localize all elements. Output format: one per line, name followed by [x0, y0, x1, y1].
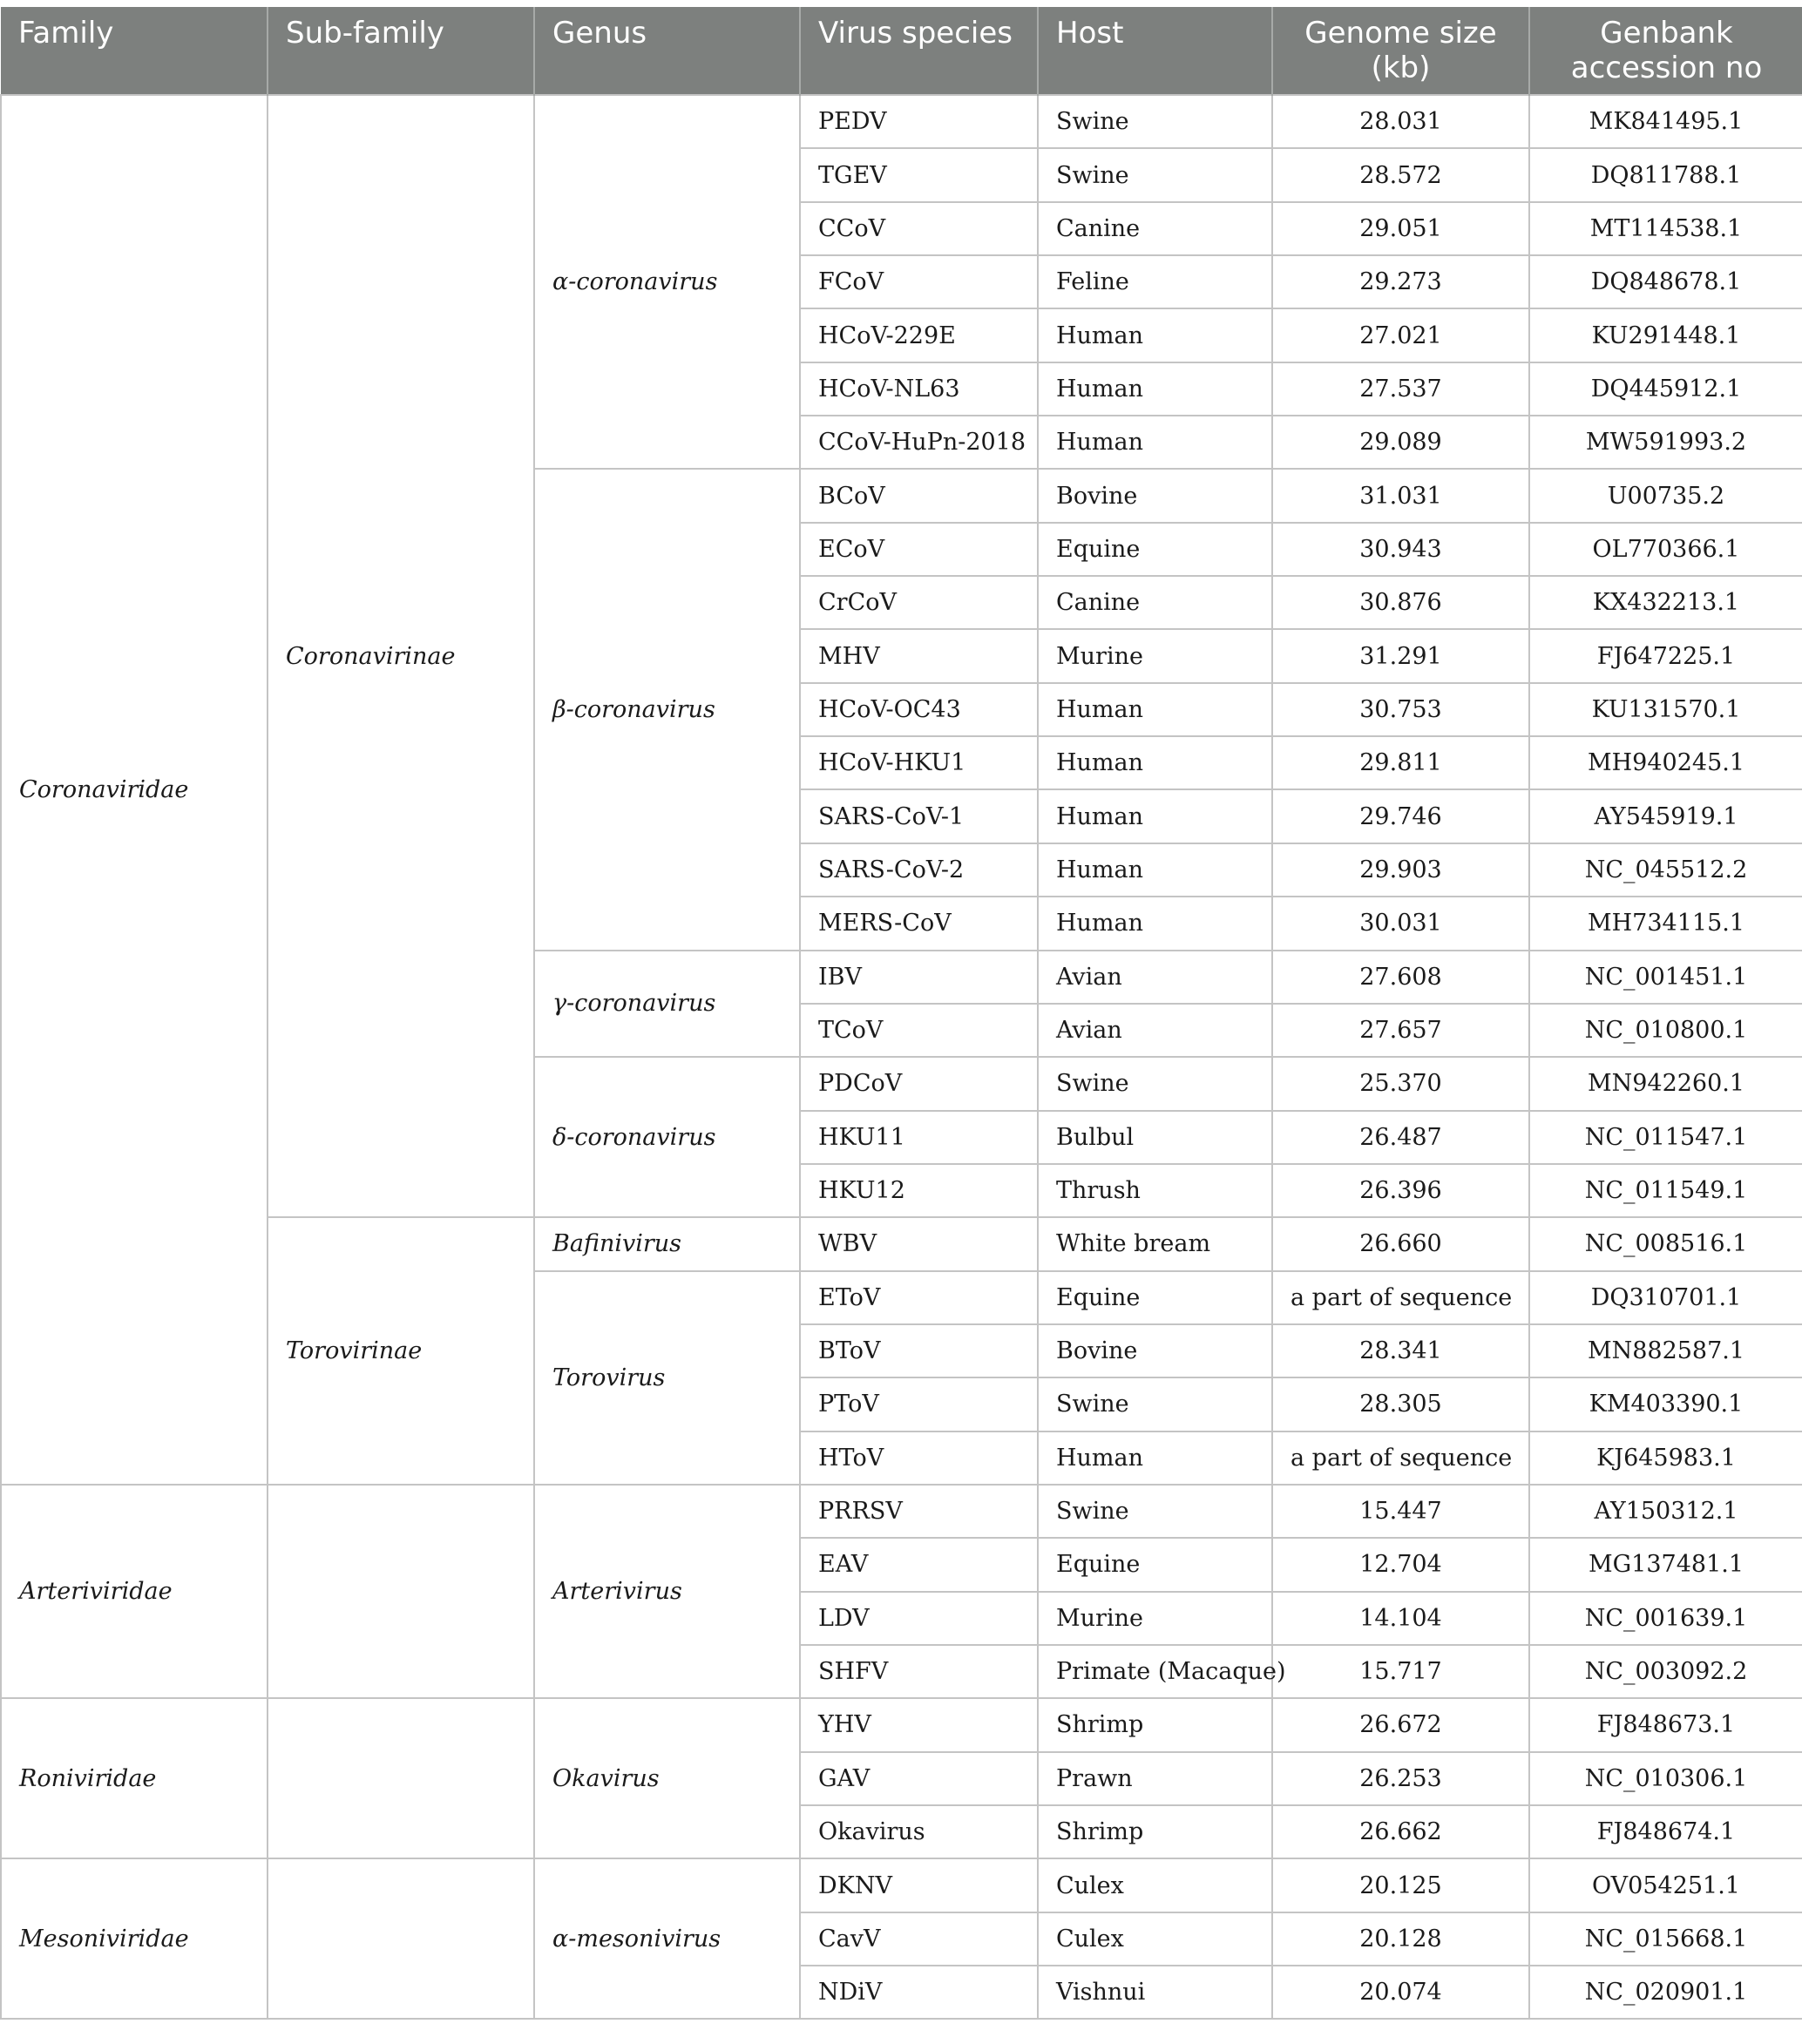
genome-size-cell: 26.662 [1272, 1805, 1529, 1858]
family-cell: Roniviridae [1, 1698, 268, 1858]
accession-cell: FJ848674.1 [1529, 1805, 1802, 1858]
species-cell: HCoV-229E [800, 308, 1038, 362]
genome-size-cell: 30.943 [1272, 523, 1529, 576]
species-cell: ECoV [800, 523, 1038, 576]
host-cell: Human [1038, 1431, 1272, 1485]
species-cell: CCoV [800, 202, 1038, 255]
host-cell: Shrimp [1038, 1698, 1272, 1751]
host-cell: Human [1038, 683, 1272, 736]
header-genus: Genus [534, 7, 800, 95]
host-cell: Culex [1038, 1912, 1272, 1966]
genus-cell: Okavirus [534, 1698, 800, 1858]
accession-cell: NC_001451.1 [1529, 951, 1802, 1004]
host-cell: Equine [1038, 523, 1272, 576]
species-cell: YHV [800, 1698, 1038, 1751]
genome-size-cell: 12.704 [1272, 1538, 1529, 1591]
accession-cell: OL770366.1 [1529, 523, 1802, 576]
host-cell: Murine [1038, 1592, 1272, 1645]
genus-cell: Arterivirus [534, 1485, 800, 1698]
genome-size-cell: 27.021 [1272, 308, 1529, 362]
accession-cell: NC_010306.1 [1529, 1752, 1802, 1805]
species-cell: PToV [800, 1377, 1038, 1431]
genus-cell: Bafinivirus [534, 1217, 800, 1270]
accession-cell: NC_003092.2 [1529, 1645, 1802, 1698]
genus-cell: β-coronavirus [534, 469, 800, 950]
genome-size-cell: 28.031 [1272, 95, 1529, 148]
species-cell: FCoV [800, 255, 1038, 308]
species-cell: CCoV-HuPn-2018 [800, 416, 1038, 469]
host-cell: Swine [1038, 1485, 1272, 1538]
host-cell: Feline [1038, 255, 1272, 308]
genome-size-cell: 29.051 [1272, 202, 1529, 255]
genome-size-cell: 30.876 [1272, 576, 1529, 629]
host-cell: Human [1038, 362, 1272, 416]
host-cell: Avian [1038, 1004, 1272, 1057]
species-cell: LDV [800, 1592, 1038, 1645]
accession-cell: KM403390.1 [1529, 1377, 1802, 1431]
accession-cell: MW591993.2 [1529, 416, 1802, 469]
header-row [1, 7, 1802, 95]
accession-cell: KU291448.1 [1529, 308, 1802, 362]
genome-size-cell: 20.074 [1272, 1966, 1529, 2019]
genus-cell: Torovirus [534, 1271, 800, 1485]
host-cell: Murine [1038, 629, 1272, 682]
genome-size-cell: 25.370 [1272, 1057, 1529, 1110]
host-cell: Human [1038, 843, 1272, 897]
accession-cell: NC_020901.1 [1529, 1966, 1802, 2019]
table-row [1, 1698, 1802, 1751]
family-cell: Mesoniviridae [1, 1858, 268, 2019]
table-body [1, 95, 1802, 2019]
accession-cell: DQ848678.1 [1529, 255, 1802, 308]
genome-size-cell: 28.305 [1272, 1377, 1529, 1431]
species-cell: CrCoV [800, 576, 1038, 629]
species-cell: HCoV-NL63 [800, 362, 1038, 416]
host-cell: Bovine [1038, 469, 1272, 522]
genus-cell: δ-coronavirus [534, 1057, 800, 1217]
accession-cell: MN882587.1 [1529, 1324, 1802, 1377]
accession-cell: MH734115.1 [1529, 897, 1802, 950]
genome-size-cell: 14.104 [1272, 1592, 1529, 1645]
genome-size-cell: 27.657 [1272, 1004, 1529, 1057]
accession-cell: KX432213.1 [1529, 576, 1802, 629]
host-cell: Avian [1038, 951, 1272, 1004]
species-cell: BCoV [800, 469, 1038, 522]
table-row [1, 95, 1802, 148]
host-cell: White bream [1038, 1217, 1272, 1270]
species-cell: BToV [800, 1324, 1038, 1377]
accession-cell: MK841495.1 [1529, 95, 1802, 148]
species-cell: MHV [800, 629, 1038, 682]
host-cell: Vishnui [1038, 1966, 1272, 2019]
host-cell: Prawn [1038, 1752, 1272, 1805]
subfamily-cell [268, 1698, 534, 1858]
host-cell: Canine [1038, 576, 1272, 629]
genome-size-cell: 30.031 [1272, 897, 1529, 950]
header-genome-size: Genome size (kb) [1272, 7, 1529, 95]
accession-cell: OV054251.1 [1529, 1858, 1802, 1912]
genome-size-cell: 20.125 [1272, 1858, 1529, 1912]
genome-size-cell: 29.811 [1272, 736, 1529, 789]
subfamily-cell: Coronavirinae [268, 95, 534, 1217]
host-cell: Human [1038, 789, 1272, 843]
host-cell: Swine [1038, 95, 1272, 148]
subfamily-cell [268, 1485, 534, 1698]
accession-cell: MH940245.1 [1529, 736, 1802, 789]
genus-cell: α-coronavirus [534, 95, 800, 469]
host-cell: Swine [1038, 1057, 1272, 1110]
genome-size-cell: 31.291 [1272, 629, 1529, 682]
host-cell: Thrush [1038, 1164, 1272, 1217]
accession-cell: NC_008516.1 [1529, 1217, 1802, 1270]
subfamily-cell [268, 1858, 534, 2019]
subfamily-cell: Torovirinae [268, 1217, 534, 1485]
species-cell: HKU12 [800, 1164, 1038, 1217]
genome-size-cell: 15.717 [1272, 1645, 1529, 1698]
family-cell: Arteriviridae [1, 1485, 268, 1698]
host-cell: Human [1038, 308, 1272, 362]
header-genbank-accession: Genbank accession no [1529, 7, 1802, 95]
genome-size-cell: 29.273 [1272, 255, 1529, 308]
host-cell: Human [1038, 736, 1272, 789]
species-cell: TCoV [800, 1004, 1038, 1057]
accession-cell: NC_010800.1 [1529, 1004, 1802, 1057]
species-cell: CavV [800, 1912, 1038, 1966]
host-cell: Swine [1038, 148, 1272, 201]
genome-size-cell: 26.253 [1272, 1752, 1529, 1805]
host-cell: Bovine [1038, 1324, 1272, 1377]
species-cell: NDiV [800, 1966, 1038, 2019]
genome-size-cell: 26.487 [1272, 1111, 1529, 1164]
accession-cell: NC_045512.2 [1529, 843, 1802, 897]
table-row [1, 1217, 1802, 1270]
accession-cell: KU131570.1 [1529, 683, 1802, 736]
accession-cell: MN942260.1 [1529, 1057, 1802, 1110]
genome-size-cell: 31.031 [1272, 469, 1529, 522]
species-cell: GAV [800, 1752, 1038, 1805]
species-cell: TGEV [800, 148, 1038, 201]
species-cell: IBV [800, 951, 1038, 1004]
genome-size-cell: 27.537 [1272, 362, 1529, 416]
accession-cell: FJ647225.1 [1529, 629, 1802, 682]
host-cell: Canine [1038, 202, 1272, 255]
header-family: Family [1, 7, 268, 95]
table-row [1, 1858, 1802, 1912]
species-cell: WBV [800, 1217, 1038, 1270]
species-cell: PDCoV [800, 1057, 1038, 1110]
species-cell: PRRSV [800, 1485, 1038, 1538]
accession-cell: KJ645983.1 [1529, 1431, 1802, 1485]
header-virus-species: Virus species [800, 7, 1038, 95]
species-cell: HCoV-HKU1 [800, 736, 1038, 789]
species-cell: Okavirus [800, 1805, 1038, 1858]
table-row [1, 1485, 1802, 1538]
accession-cell: MT114538.1 [1529, 202, 1802, 255]
species-cell: EToV [800, 1271, 1038, 1324]
species-cell: MERS-CoV [800, 897, 1038, 950]
host-cell: Primate (Macaque) [1038, 1645, 1272, 1698]
genome-size-cell: 30.753 [1272, 683, 1529, 736]
accession-cell: DQ811788.1 [1529, 148, 1802, 201]
host-cell: Shrimp [1038, 1805, 1272, 1858]
genome-size-cell: a part of sequence [1272, 1271, 1529, 1324]
host-cell: Equine [1038, 1538, 1272, 1591]
accession-cell: FJ848673.1 [1529, 1698, 1802, 1751]
genome-size-cell: 29.089 [1272, 416, 1529, 469]
genome-size-cell: 28.572 [1272, 148, 1529, 201]
genome-size-cell: 20.128 [1272, 1912, 1529, 1966]
host-cell: Swine [1038, 1377, 1272, 1431]
accession-cell: MG137481.1 [1529, 1538, 1802, 1591]
family-cell: Coronaviridae [1, 95, 268, 1485]
genus-cell: γ-coronavirus [534, 951, 800, 1058]
header-subfamily: Sub-family [268, 7, 534, 95]
accession-cell: DQ310701.1 [1529, 1271, 1802, 1324]
host-cell: Human [1038, 897, 1272, 950]
species-cell: HKU11 [800, 1111, 1038, 1164]
species-cell: HCoV-OC43 [800, 683, 1038, 736]
genome-size-cell: 28.341 [1272, 1324, 1529, 1377]
species-cell: PEDV [800, 95, 1038, 148]
accession-cell: NC_011549.1 [1529, 1164, 1802, 1217]
genome-size-cell: 27.608 [1272, 951, 1529, 1004]
species-cell: SHFV [800, 1645, 1038, 1698]
host-cell: Equine [1038, 1271, 1272, 1324]
species-cell: DKNV [800, 1858, 1038, 1912]
virus-table [0, 7, 1802, 2020]
species-cell: SARS-CoV-1 [800, 789, 1038, 843]
host-cell: Human [1038, 416, 1272, 469]
accession-cell: NC_001639.1 [1529, 1592, 1802, 1645]
genus-cell: α-mesonivirus [534, 1858, 800, 2019]
host-cell: Bulbul [1038, 1111, 1272, 1164]
accession-cell: NC_015668.1 [1529, 1912, 1802, 1966]
genome-size-cell: 26.660 [1272, 1217, 1529, 1270]
accession-cell: DQ445912.1 [1529, 362, 1802, 416]
accession-cell: AY150312.1 [1529, 1485, 1802, 1538]
genome-size-cell: 29.746 [1272, 789, 1529, 843]
species-cell: EAV [800, 1538, 1038, 1591]
species-cell: SARS-CoV-2 [800, 843, 1038, 897]
header-host: Host [1038, 7, 1272, 95]
accession-cell: AY545919.1 [1529, 789, 1802, 843]
genome-size-cell: a part of sequence [1272, 1431, 1529, 1485]
genome-size-cell: 26.672 [1272, 1698, 1529, 1751]
genome-size-cell: 26.396 [1272, 1164, 1529, 1217]
species-cell: HToV [800, 1431, 1038, 1485]
accession-cell: NC_011547.1 [1529, 1111, 1802, 1164]
genome-size-cell: 29.903 [1272, 843, 1529, 897]
genome-size-cell: 15.447 [1272, 1485, 1529, 1538]
host-cell: Culex [1038, 1858, 1272, 1912]
accession-cell: U00735.2 [1529, 469, 1802, 522]
